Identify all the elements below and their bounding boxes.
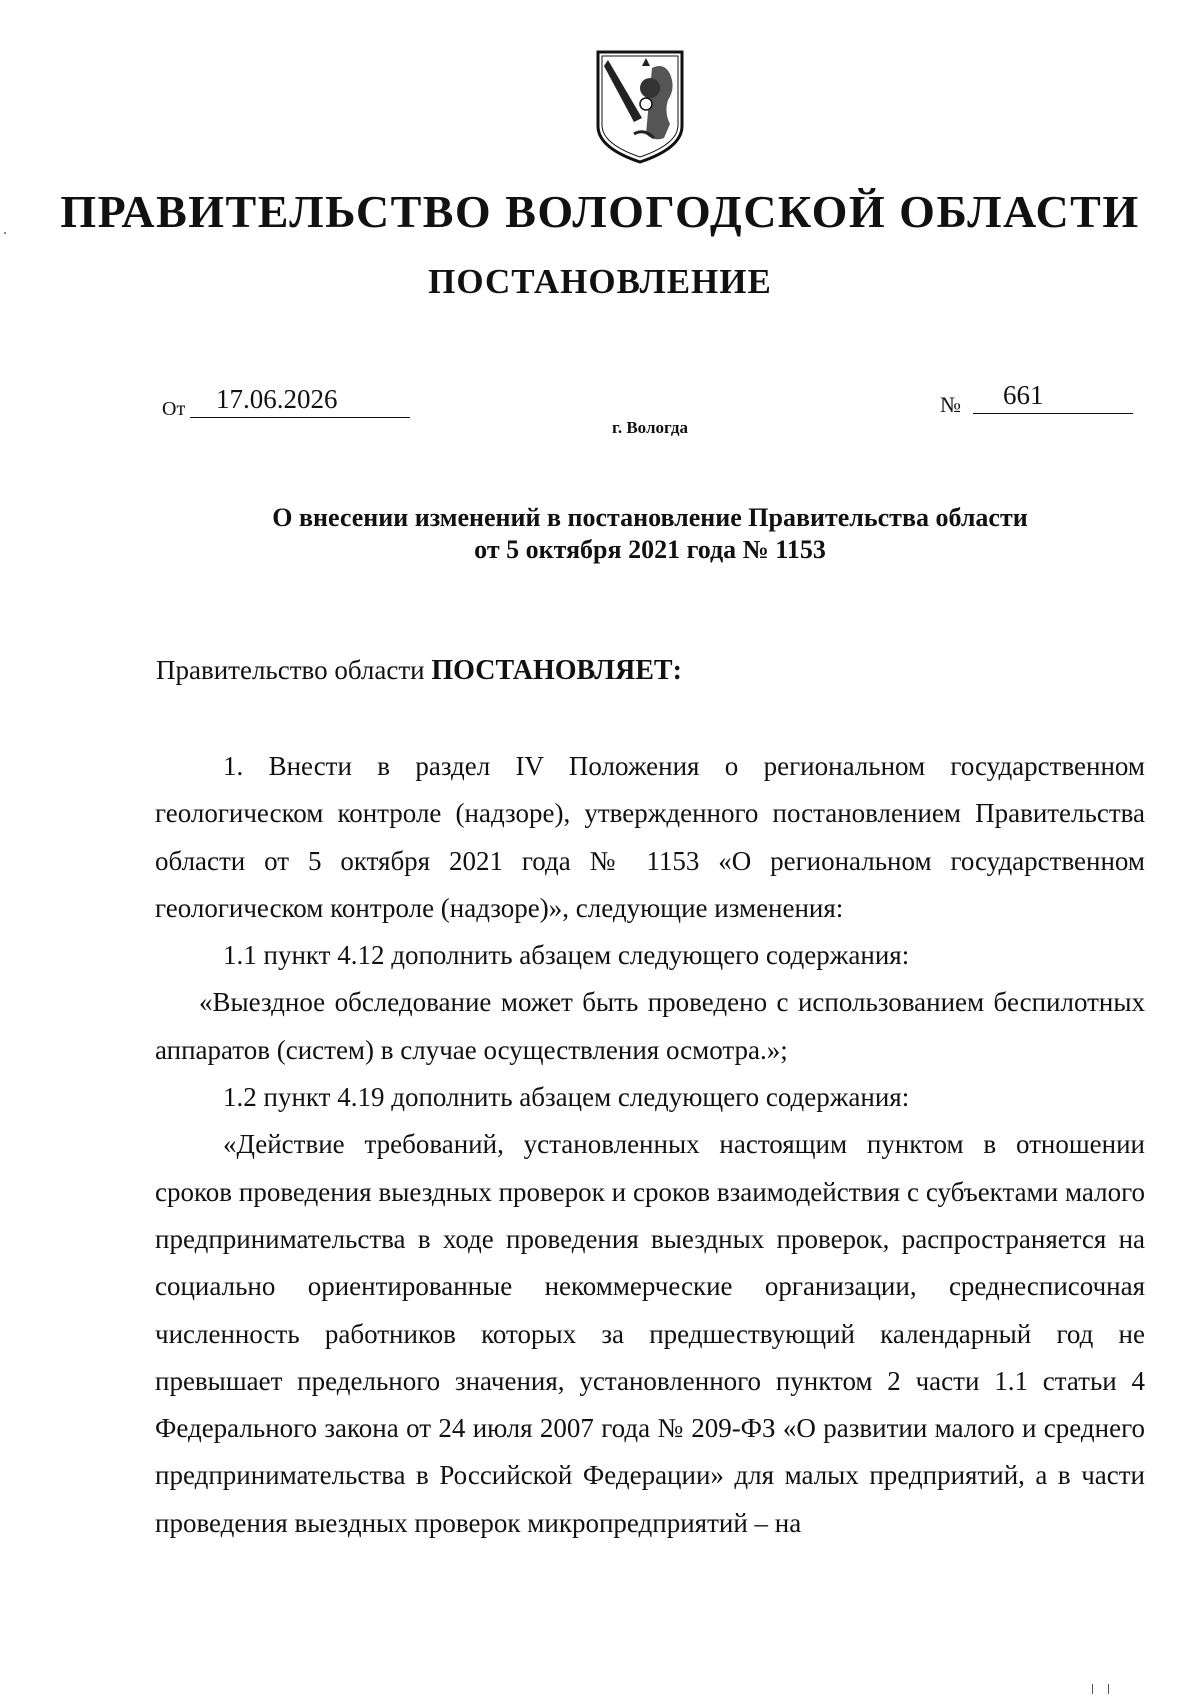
- paragraph-1-1: 1.1 пункт 4.12 дополнить абзацем следующего содержания:: [223, 940, 910, 971]
- scan-mark: [4, 232, 6, 234]
- subject-line-1: О внесении изменений в постановление Правительства области: [272, 503, 1028, 532]
- paragraph-quote-2: «Действие требований, установленных настоящим пунктом в отношении сроков проведения выездных проверок и сроков взаимодействия с субъектами малого предпринимательства в ходе проведения выездных проверок, распространяется на социально ориентированные некоммерческие организации, среднесписочная численность работников которых за предшествующий календарный год не превышает предельного значения, установленного пунктом 2 части 1.1 статьи 4 Федерального закона от 24 июля 2007 года № 209-ФЗ «О развитии малого и среднего предпринимательства в Российской Федерации» для малых предприятий, а в части проведения выездных проверок микропредприятий – на: [155, 1129, 1145, 1538]
- paragraph-1: 1. Внести в раздел IV Положения о региональном государственном геологическом контроле (надзоре), утвержденного постановлением Правительства области от 5 октября 2021 года № 1153 «О региональном государственном геологическом контроле (надзоре)», следующие изменения:: [155, 751, 1145, 923]
- coat-of-arms-icon: [594, 48, 686, 166]
- preamble-bold: ПОСТАНОВЛЯЕТ:: [431, 655, 682, 686]
- document-subject: [150, 502, 1150, 566]
- date-prefix: От: [162, 398, 186, 420]
- paragraph-quote-1: «Выездное обследование может быть проведено с использованием беспилотных аппаратов (систем) в случае осуществления осмотра.»;: [155, 987, 1145, 1065]
- subject-line-2: от 5 октября 2021 года № 1153: [474, 535, 826, 564]
- city: г. Вологда: [612, 418, 688, 437]
- preamble: [156, 655, 682, 687]
- document-type: ПОСТАНОВЛЕНИЕ: [428, 262, 772, 301]
- document-body: [155, 743, 1145, 1547]
- number-prefix: №: [940, 392, 961, 417]
- document-number: 661: [973, 380, 1133, 414]
- government-title: ПРАВИТЕЛЬСТВО ВОЛОГОДСКОЙ ОБЛАСТИ: [60, 186, 1140, 237]
- document-date: 17.06.2026: [190, 384, 410, 418]
- preamble-text: Правительство области: [156, 655, 432, 685]
- scan-mark: [1092, 1684, 1093, 1694]
- paragraph-1-2: 1.2 пункт 4.19 дополнить абзацем следующего содержания:: [223, 1082, 910, 1113]
- scan-mark: [1108, 1684, 1109, 1694]
